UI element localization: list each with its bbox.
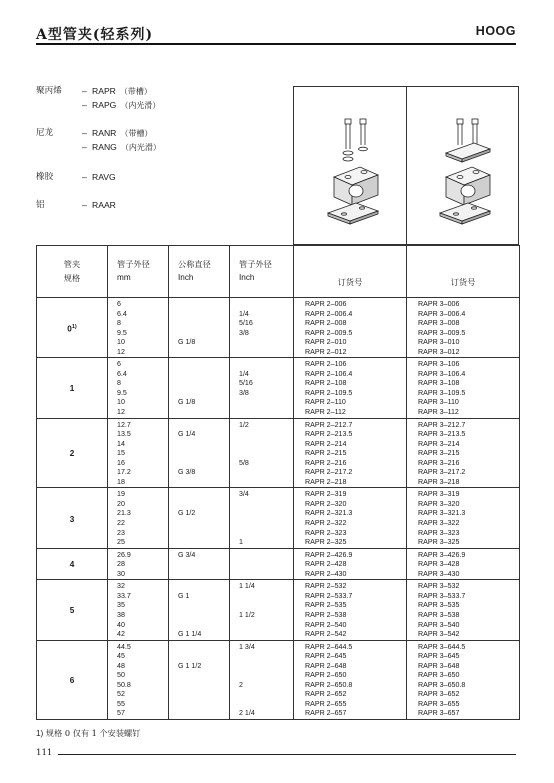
cell-value bbox=[169, 671, 229, 681]
cell-value: RAPR 2–655 bbox=[305, 699, 347, 708]
cell-value bbox=[169, 681, 229, 691]
cell-value: 35 bbox=[117, 601, 125, 610]
cell-value bbox=[230, 348, 293, 358]
cell-value: 30 bbox=[117, 569, 125, 578]
cell-value bbox=[230, 551, 293, 561]
footnote: 1) 规格 0 仅有 1 个安装螺钉 bbox=[36, 728, 141, 738]
cell-value: RAPR 2–108 bbox=[305, 379, 347, 388]
cell-value: 52 bbox=[117, 690, 125, 699]
cell-value: RAPR 3–012 bbox=[418, 347, 460, 356]
cell-value: RAPR 2–006 bbox=[305, 300, 347, 308]
cell-value: 6 bbox=[117, 360, 121, 369]
cell-value: RAPR 2–657 bbox=[305, 709, 347, 718]
cell-nominal bbox=[169, 358, 230, 418]
material-code: RAVG bbox=[92, 172, 116, 182]
clamp-size-cell: 4 bbox=[37, 548, 108, 580]
cell-value bbox=[169, 709, 229, 719]
cell-value bbox=[169, 538, 229, 548]
cell-value: 26.9 bbox=[117, 550, 131, 559]
cell-value bbox=[169, 560, 229, 570]
cell-value: G 1/2 bbox=[178, 509, 196, 518]
cell-order2 bbox=[407, 640, 520, 719]
brand-logo-text: HOOG bbox=[475, 24, 516, 38]
cell-value: 17.2 bbox=[117, 468, 131, 477]
cell-value bbox=[230, 509, 293, 519]
cell-value: RAPR 2–532 bbox=[305, 582, 347, 591]
cell-value: RAPR 3–218 bbox=[418, 477, 460, 486]
cell-value bbox=[169, 652, 229, 662]
cell-value: RAPR 3–650.8 bbox=[418, 680, 466, 689]
cell-value: RAPR 2–217.2 bbox=[305, 468, 353, 477]
cell-value: G 1/8 bbox=[178, 338, 196, 347]
cell-value: RAPR 3–652 bbox=[418, 690, 460, 699]
cell-value bbox=[169, 478, 229, 488]
header-order-3: 订货号 bbox=[407, 246, 520, 298]
cell-value: RAPR 3–110 bbox=[418, 398, 459, 407]
cell-value: 9.5 bbox=[117, 328, 127, 337]
header-order-2: 订货号 bbox=[294, 246, 407, 298]
cell-value: RAPR 3–106.4 bbox=[418, 369, 466, 378]
cell-value bbox=[230, 690, 293, 700]
cell-value: RAPR 2–533.7 bbox=[305, 591, 353, 600]
cell-value: 12 bbox=[117, 347, 125, 356]
cell-value bbox=[169, 319, 229, 329]
cell-value: RAPR 2–106 bbox=[305, 360, 347, 369]
cell-value bbox=[169, 310, 229, 320]
table-row bbox=[37, 358, 520, 418]
cell-nominal bbox=[169, 488, 230, 548]
cell-value: 1 bbox=[239, 538, 243, 547]
cell-value: RAPR 2–652 bbox=[305, 690, 347, 699]
cell-value: RAPR 3–535 bbox=[418, 601, 460, 610]
cell-value: RAPR 3–215 bbox=[418, 449, 460, 458]
cell-value bbox=[169, 440, 229, 450]
cell-nominal bbox=[169, 418, 230, 488]
cell-value bbox=[169, 643, 229, 653]
table-row bbox=[37, 580, 520, 640]
clamp-assembly-single-icon bbox=[312, 105, 392, 235]
cell-nominal bbox=[169, 548, 230, 580]
cell-value: RAPR 2–213.5 bbox=[305, 430, 353, 439]
table-row bbox=[37, 298, 520, 358]
cell-value bbox=[169, 389, 229, 399]
cell-od-inch bbox=[230, 418, 294, 488]
cell-value: RAPR 2–008 bbox=[305, 319, 347, 328]
material-code: RANR （带槽） bbox=[92, 128, 153, 138]
cell-value bbox=[169, 690, 229, 700]
cell-value bbox=[230, 338, 293, 348]
cell-value: RAPR 2–106.4 bbox=[305, 369, 353, 378]
cell-value: RAPR 3–538 bbox=[418, 610, 460, 619]
cell-value bbox=[169, 621, 229, 631]
cell-value: 8 bbox=[117, 379, 121, 388]
cell-value: RAPR 2–426.9 bbox=[305, 550, 353, 559]
cell-value bbox=[230, 630, 293, 640]
cell-value bbox=[169, 582, 229, 592]
cell-value: RAPR 3–655 bbox=[418, 699, 460, 708]
cell-value: 1/2 bbox=[239, 420, 249, 429]
table-row bbox=[37, 418, 520, 488]
footer-rule bbox=[58, 754, 516, 755]
cell-value: RAPR 2–012 bbox=[305, 347, 347, 356]
cell-value: 5/16 bbox=[239, 379, 253, 388]
cell-value: 32 bbox=[117, 582, 125, 591]
cell-value: 28 bbox=[117, 560, 125, 569]
cell-value bbox=[230, 300, 293, 310]
cell-value: RAPR 2–645 bbox=[305, 652, 347, 661]
cell-value: RAPR 3–644.5 bbox=[418, 642, 466, 651]
cell-value bbox=[169, 370, 229, 380]
cell-order2 bbox=[407, 298, 520, 358]
cell-od-inch bbox=[230, 298, 294, 358]
cell-value: G 1/8 bbox=[178, 398, 196, 407]
cell-value: G 3/8 bbox=[178, 468, 196, 477]
header-nominal: 公称直径 Inch bbox=[169, 246, 230, 298]
cell-order1 bbox=[294, 488, 407, 548]
cell-value: RAPR 2–112 bbox=[305, 408, 346, 417]
cell-value: 5/16 bbox=[239, 319, 253, 328]
cell-value: G 1 1/4 bbox=[178, 630, 202, 639]
cell-order2 bbox=[407, 488, 520, 548]
cell-value: RAPR 2–323 bbox=[305, 528, 347, 537]
cell-od-inch bbox=[230, 580, 294, 640]
cell-order2 bbox=[407, 358, 520, 418]
cell-value bbox=[230, 592, 293, 602]
clamp-size-cell: 5 bbox=[37, 580, 108, 640]
cell-value: G 1 1/2 bbox=[178, 661, 202, 670]
cell-value: RAPR 2–542 bbox=[305, 630, 347, 639]
cell-value bbox=[230, 662, 293, 672]
cell-value bbox=[169, 700, 229, 710]
cell-value: RAPR 2–322 bbox=[305, 519, 347, 528]
cell-value: 6.4 bbox=[117, 309, 127, 318]
cell-value: 18 bbox=[117, 477, 125, 486]
cell-value bbox=[230, 671, 293, 681]
cell-value: RAPR 2–212.7 bbox=[305, 420, 353, 429]
cell-value bbox=[230, 360, 293, 370]
cell-value bbox=[230, 440, 293, 450]
cell-value: 19 bbox=[117, 490, 125, 499]
cell-value bbox=[169, 529, 229, 539]
cell-value bbox=[230, 449, 293, 459]
cell-value: 1 1/4 bbox=[239, 582, 255, 591]
cell-value: RAPR 2–110 bbox=[305, 398, 346, 407]
cell-value: 3/8 bbox=[239, 388, 249, 397]
cell-value: 16 bbox=[117, 458, 125, 467]
cell-value: RAPR 3–319 bbox=[418, 490, 460, 499]
order-table bbox=[36, 245, 520, 720]
cell-od bbox=[108, 298, 169, 358]
material-code: RAPR （带槽） bbox=[92, 86, 152, 96]
cell-order1 bbox=[294, 580, 407, 640]
cell-value: 45 bbox=[117, 652, 125, 661]
cell-value: RAPR 2–540 bbox=[305, 620, 347, 629]
cell-value bbox=[169, 519, 229, 529]
cell-value bbox=[169, 421, 229, 431]
cell-value: 1/4 bbox=[239, 309, 249, 318]
cell-value: RAPR 2–216 bbox=[305, 458, 347, 467]
cell-od bbox=[108, 358, 169, 418]
material-code: RANG （内光滑） bbox=[92, 142, 161, 152]
clamp-size-cell: 2 bbox=[37, 418, 108, 488]
cell-order2 bbox=[407, 548, 520, 580]
cell-value: 5/8 bbox=[239, 458, 249, 467]
cell-od bbox=[108, 640, 169, 719]
cell-value: RAPR 2–215 bbox=[305, 449, 347, 458]
cell-value: RAPR 2–538 bbox=[305, 610, 347, 619]
cell-value: 8 bbox=[117, 319, 121, 328]
cell-value: 40 bbox=[117, 620, 125, 629]
cell-value: 14 bbox=[117, 439, 125, 448]
cell-value: RAPR 3–009.5 bbox=[418, 328, 466, 337]
cell-value: RAPR 2–650.8 bbox=[305, 680, 353, 689]
cell-value: 33.7 bbox=[117, 591, 131, 600]
cell-value: RAPR 2–321.3 bbox=[305, 509, 353, 518]
cell-value: RAPR 3–109.5 bbox=[418, 388, 466, 397]
cell-value: RAPR 3–216 bbox=[418, 458, 460, 467]
cell-value: RAPR 3–108 bbox=[418, 379, 460, 388]
cell-value bbox=[169, 611, 229, 621]
cell-value: 55 bbox=[117, 699, 125, 708]
cell-order2 bbox=[407, 580, 520, 640]
header-rule bbox=[36, 43, 516, 45]
cell-value bbox=[169, 601, 229, 611]
cell-value: RAPR 3–320 bbox=[418, 499, 460, 508]
cell-value: RAPR 2–109.5 bbox=[305, 388, 353, 397]
cell-value: 12.7 bbox=[117, 420, 131, 429]
cell-value: RAPR 2–214 bbox=[305, 439, 347, 448]
cell-value: 2 bbox=[239, 680, 243, 689]
cell-value: 1 1/2 bbox=[239, 610, 255, 619]
cell-value: 6 bbox=[117, 300, 121, 308]
cell-value: RAPR 3–213.5 bbox=[418, 430, 466, 439]
cell-value bbox=[230, 700, 293, 710]
cell-value bbox=[230, 560, 293, 570]
cell-value bbox=[230, 519, 293, 529]
cell-value bbox=[230, 570, 293, 580]
cell-value bbox=[230, 621, 293, 631]
cell-value: RAPR 3–648 bbox=[418, 661, 460, 670]
cell-value: RAPR 3–321.3 bbox=[418, 509, 466, 518]
cell-value bbox=[169, 408, 229, 418]
cell-nominal bbox=[169, 298, 230, 358]
cell-value: 10 bbox=[117, 398, 125, 407]
cell-value: 1 3/4 bbox=[239, 642, 255, 651]
material-label: 橡胶 bbox=[36, 172, 54, 182]
cell-value: RAPR 3–532 bbox=[418, 582, 460, 591]
assembly-drawing-box bbox=[293, 86, 519, 245]
cell-value: G 3/4 bbox=[178, 550, 196, 559]
clamp-size-cell: 1 bbox=[37, 358, 108, 418]
cell-value: RAPR 3–006 bbox=[418, 300, 460, 308]
cell-value: 3/8 bbox=[239, 328, 249, 337]
cell-value: 38 bbox=[117, 610, 125, 619]
cell-value: RAPR 3–008 bbox=[418, 319, 460, 328]
cell-value: RAPR 3–217.2 bbox=[418, 468, 466, 477]
cell-value: RAPR 3–325 bbox=[418, 538, 460, 547]
cell-order1 bbox=[294, 298, 407, 358]
cell-value bbox=[169, 360, 229, 370]
cell-value: RAPR 3–650 bbox=[418, 671, 460, 680]
cell-value bbox=[230, 398, 293, 408]
cell-value: G 1 bbox=[178, 591, 190, 600]
cell-value bbox=[169, 348, 229, 358]
clamp-assembly-twin-icon bbox=[424, 105, 504, 235]
clamp-size-cell: 3 bbox=[37, 488, 108, 548]
cell-value: RAPR 2–320 bbox=[305, 499, 347, 508]
cell-value bbox=[230, 478, 293, 488]
cell-value: 9.5 bbox=[117, 388, 127, 397]
cell-value: RAPR 3–645 bbox=[418, 652, 460, 661]
cell-value bbox=[169, 300, 229, 310]
material-label: 尼龙 bbox=[36, 128, 54, 138]
cell-value: 50 bbox=[117, 671, 125, 680]
cell-value: 13.5 bbox=[117, 430, 131, 439]
table-row bbox=[37, 488, 520, 548]
cell-od-inch bbox=[230, 488, 294, 548]
cell-value: 57 bbox=[117, 709, 125, 718]
cell-value bbox=[230, 430, 293, 440]
cell-value bbox=[230, 601, 293, 611]
cell-od bbox=[108, 580, 169, 640]
cell-value: 1/4 bbox=[239, 369, 249, 378]
cell-value: RAPR 2–535 bbox=[305, 601, 347, 610]
cell-value: RAPR 2–009.5 bbox=[305, 328, 353, 337]
cell-order1 bbox=[294, 418, 407, 488]
cell-value: RAPR 3–112 bbox=[418, 408, 459, 417]
cell-order1 bbox=[294, 548, 407, 580]
cell-value: 3/4 bbox=[239, 490, 249, 499]
cell-value: RAPR 3–426.9 bbox=[418, 550, 466, 559]
cell-od bbox=[108, 488, 169, 548]
cell-value: RAPR 2–319 bbox=[305, 490, 347, 499]
cell-od-inch bbox=[230, 640, 294, 719]
cell-value: RAPR 2–648 bbox=[305, 661, 347, 670]
cell-value bbox=[169, 490, 229, 500]
cell-value: 44.5 bbox=[117, 642, 131, 651]
cell-od-inch bbox=[230, 548, 294, 580]
cell-value bbox=[230, 529, 293, 539]
cell-value: 10 bbox=[117, 338, 125, 347]
cell-value bbox=[169, 459, 229, 469]
cell-value: RAPR 2–218 bbox=[305, 477, 347, 486]
cell-value: 42 bbox=[117, 630, 125, 639]
cell-value: RAPR 3–428 bbox=[418, 560, 460, 569]
cell-order2 bbox=[407, 418, 520, 488]
clamp-size-cell: 0$^{1)}$ bbox=[37, 298, 108, 358]
cell-value bbox=[169, 570, 229, 580]
header-od-inch: 管子外径 Inch bbox=[230, 246, 294, 298]
cell-value: 20 bbox=[117, 499, 125, 508]
cell-order1 bbox=[294, 640, 407, 719]
cell-value bbox=[169, 329, 229, 339]
cell-order1 bbox=[294, 358, 407, 418]
cell-value: RAPR 2–325 bbox=[305, 538, 347, 547]
cell-od-inch bbox=[230, 358, 294, 418]
cell-value bbox=[230, 652, 293, 662]
cell-value bbox=[169, 500, 229, 510]
cell-od bbox=[108, 418, 169, 488]
cell-value: RAPR 3–533.7 bbox=[418, 591, 466, 600]
header-od-mm: 管子外径 mm bbox=[108, 246, 169, 298]
page-number: 111 bbox=[36, 748, 53, 758]
table-row bbox=[37, 640, 520, 719]
cell-value: 6.4 bbox=[117, 369, 127, 378]
cell-value: G 1/4 bbox=[178, 430, 196, 439]
cell-value: RAPR 3–322 bbox=[418, 519, 460, 528]
cell-value bbox=[169, 449, 229, 459]
material-code: RAAR bbox=[92, 200, 116, 210]
cell-value: RAPR 3–323 bbox=[418, 528, 460, 537]
cell-value bbox=[230, 468, 293, 478]
cell-value: 21.3 bbox=[117, 509, 131, 518]
cell-value: RAPR 2–428 bbox=[305, 560, 347, 569]
cell-value: RAPR 2–644.5 bbox=[305, 642, 353, 651]
cell-value: RAPR 3–540 bbox=[418, 620, 460, 629]
cell-value bbox=[230, 500, 293, 510]
cell-value: RAPR 2–006.4 bbox=[305, 309, 353, 318]
table-row bbox=[37, 548, 520, 580]
cell-nominal bbox=[169, 580, 230, 640]
header-size: 管夹 规格 bbox=[37, 246, 108, 298]
cell-value: RAPR 2–650 bbox=[305, 671, 347, 680]
cell-value bbox=[230, 408, 293, 418]
cell-value: RAPR 3–106 bbox=[418, 360, 460, 369]
cell-value: RAPR 3–657 bbox=[418, 709, 460, 718]
material-code: RAPG （内光滑） bbox=[92, 100, 161, 110]
cell-value: RAPR 3–542 bbox=[418, 630, 460, 639]
cell-od bbox=[108, 548, 169, 580]
cell-value: 2 1/4 bbox=[239, 709, 255, 718]
cell-value: RAPR 3–212.7 bbox=[418, 420, 466, 429]
cell-value: RAPR 3–006.4 bbox=[418, 309, 466, 318]
cell-value: RAPR 3–010 bbox=[418, 338, 460, 347]
clamp-size-cell: 6 bbox=[37, 640, 108, 719]
cell-value: RAPR 3–214 bbox=[418, 439, 460, 448]
cell-value: 15 bbox=[117, 449, 125, 458]
cell-value: 22 bbox=[117, 519, 125, 528]
cell-value: 12 bbox=[117, 408, 125, 417]
material-label: 铝 bbox=[36, 200, 45, 210]
cell-value: 23 bbox=[117, 528, 125, 537]
page-title: A型管夹(轻系列) bbox=[36, 27, 154, 43]
table-header-row bbox=[37, 246, 520, 298]
cell-value: 25 bbox=[117, 538, 125, 547]
cell-value: RAPR 2–430 bbox=[305, 569, 347, 578]
cell-value: RAPR 2–010 bbox=[305, 338, 347, 347]
cell-value: 50.8 bbox=[117, 680, 131, 689]
cell-value: RAPR 3–430 bbox=[418, 569, 460, 578]
cell-nominal bbox=[169, 640, 230, 719]
material-label: 聚丙烯 bbox=[36, 86, 62, 96]
cell-value bbox=[169, 379, 229, 389]
cell-value: 48 bbox=[117, 661, 125, 670]
